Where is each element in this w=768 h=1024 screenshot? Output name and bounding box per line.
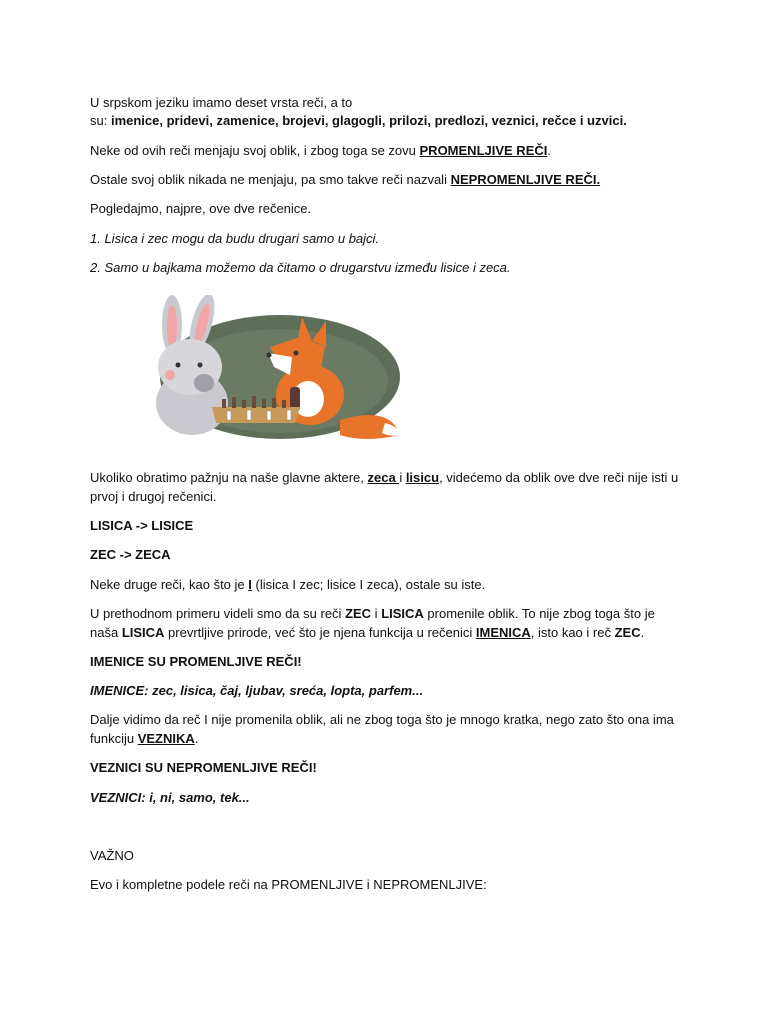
neke-text: Neke druge reči, kao što je — [90, 577, 249, 592]
paragraph-promenljive — [90, 141, 551, 160]
rabbit-cheek — [165, 370, 175, 380]
word-zec-2: ZEC — [614, 625, 641, 640]
evo-and: i — [363, 877, 374, 892]
rabbit-paw — [194, 374, 214, 392]
word-lisicu: lisicu — [405, 470, 440, 485]
imenice-examples — [90, 681, 423, 700]
rabbit-and-fox-playing-chess-illustration — [150, 295, 410, 443]
paragraph-prethodnom-line-2 — [90, 623, 644, 642]
ukoliko-text: Ukoliko obratimo pažnju na naše glavne aktere, — [90, 470, 368, 485]
evo-promenljive: PROMENLJIVE — [271, 877, 364, 892]
word-lisica: LISICA — [381, 606, 424, 621]
paragraph-pogledajmo — [90, 199, 311, 218]
chess-piece — [282, 400, 286, 408]
chess-piece — [247, 410, 251, 420]
paragraph-ukoliko — [90, 468, 678, 487]
chess-piece — [222, 399, 226, 408]
word-types-list: imenice, pridevi, zamenice, brojevi, glagogli, prilozi, predlozi, veznici, rečce i uzvici. — [110, 113, 627, 128]
word-veznika: VEZNIKA — [137, 731, 195, 746]
chess-piece — [242, 400, 246, 408]
sentence-2-text: 2. Samo u bajkama možemo da čitamo o drugarstvu između lisice i zeca. — [90, 260, 511, 275]
chess-piece — [267, 411, 271, 420]
intro-line-2 — [90, 111, 627, 130]
example-lisica — [90, 516, 193, 535]
zec-transform: ZEC -> ZECA — [90, 547, 171, 562]
example-sentence-1 — [90, 229, 379, 248]
word-zeca: zeca — [367, 470, 400, 485]
nepromenljive-text: Ostale svoj oblik nikada ne menjaju, pa smo takve reči nazvali — [90, 172, 451, 187]
paragraph-nepromenljive — [90, 170, 600, 189]
imenice-heading-text: IMENICE SU PROMENLJIVE REČI! — [90, 654, 302, 669]
paragraph-neke — [90, 575, 485, 594]
dalje-text-2: funkciju — [90, 731, 138, 746]
evo-nepromenljive: NEPROMENLJIVE — [373, 877, 484, 892]
prethodnom-text-3: naša — [90, 625, 122, 640]
rabbit-eye-right — [198, 363, 203, 368]
promenljive-period: . — [547, 143, 551, 158]
vazno-text: VAŽNO — [90, 848, 134, 863]
pogledajmo-text: Pogledajmo, najpre, ove dve rečenice. — [90, 201, 312, 216]
neke-text-2: (lisica I zec; lisice I zeca), ostale su iste. — [251, 577, 486, 592]
prethodnom-text: U prethodnom primeru videli smo da su reči — [90, 606, 346, 621]
example-zec — [90, 545, 171, 564]
sentence-1-text: 1. Lisica i zec mogu da budu drugari samo u bajci. — [90, 231, 380, 246]
ukoliko-text-2: , videćemo da oblik ove dve reči nije isti u — [439, 470, 679, 485]
prethodnom-text-2: promenile oblik. To nije zbog toga što je — [423, 606, 655, 621]
promenljive-text: Neke od ovih reči menjaju svoj oblik, i zbog toga se zovu — [90, 143, 420, 158]
imenice-heading — [90, 652, 302, 671]
nepromenljive-term: NEPROMENLJIVE REČI. — [450, 172, 601, 187]
chess-piece — [287, 410, 291, 420]
fox-eye — [294, 351, 299, 356]
promenljive-term: PROMENLJIVE REČI — [419, 143, 548, 158]
chess-piece — [232, 397, 236, 408]
paragraph-prethodnom — [90, 604, 655, 623]
veznici-heading-text: VEZNICI SU NEPROMENLJIVE REČI! — [90, 760, 317, 775]
imenice-examples-text: IMENICE: zec, lisica, čaj, ljubav, sreća, lopta, parfem... — [90, 683, 424, 698]
chess-piece — [262, 399, 266, 408]
intro-text-2a: su: — [90, 113, 111, 128]
word-i: I — [248, 577, 252, 592]
veznici-examples-text: VEZNICI: i, ni, samo, tek... — [90, 790, 250, 805]
word-imenica: IMENICA — [475, 625, 531, 640]
intro-text-1: U srpskom jeziku imamo deset vrsta reči, a to — [90, 95, 353, 110]
paragraph-ukoliko-line-2 — [90, 487, 216, 506]
chess-piece — [252, 396, 256, 408]
paragraph-dalje — [90, 710, 674, 729]
word-zec: ZEC — [345, 606, 372, 621]
ukoliko-and: i — [399, 470, 406, 485]
ukoliko-text-3: prvoj i drugoj rečenici. — [90, 489, 217, 504]
lisica-transform: LISICA -> LISICE — [90, 518, 194, 533]
paragraph-dalje-line-2 — [90, 729, 198, 748]
prethodnom-text-4: prevrtljive prirode, već što je njena funkcija u rečenici — [164, 625, 476, 640]
fox-nose — [267, 353, 272, 358]
rabbit-eye-left — [176, 363, 181, 368]
chess-piece — [227, 411, 231, 420]
dalje-period: . — [194, 731, 199, 746]
evo-colon: : — [483, 877, 487, 892]
veznici-examples — [90, 788, 250, 807]
paragraph-evo — [90, 875, 487, 894]
chess-piece — [272, 398, 276, 408]
word-lisica-2: LISICA — [121, 625, 165, 640]
veznici-heading — [90, 758, 317, 777]
intro-line-1 — [90, 93, 352, 112]
example-sentence-2 — [90, 258, 511, 277]
prethodnom-period: . — [640, 625, 645, 640]
evo-text: Evo i kompletne podele reči na — [90, 877, 272, 892]
dalje-text: Dalje vidimo da reč I nije promenila oblik, ali ne zbog toga što je mnogo kratka, nego zato što ona ima — [90, 712, 674, 727]
prethodnom-and: i — [371, 606, 382, 621]
prethodnom-text-5: , isto kao i reč — [530, 625, 615, 640]
vazno-heading — [90, 846, 134, 865]
